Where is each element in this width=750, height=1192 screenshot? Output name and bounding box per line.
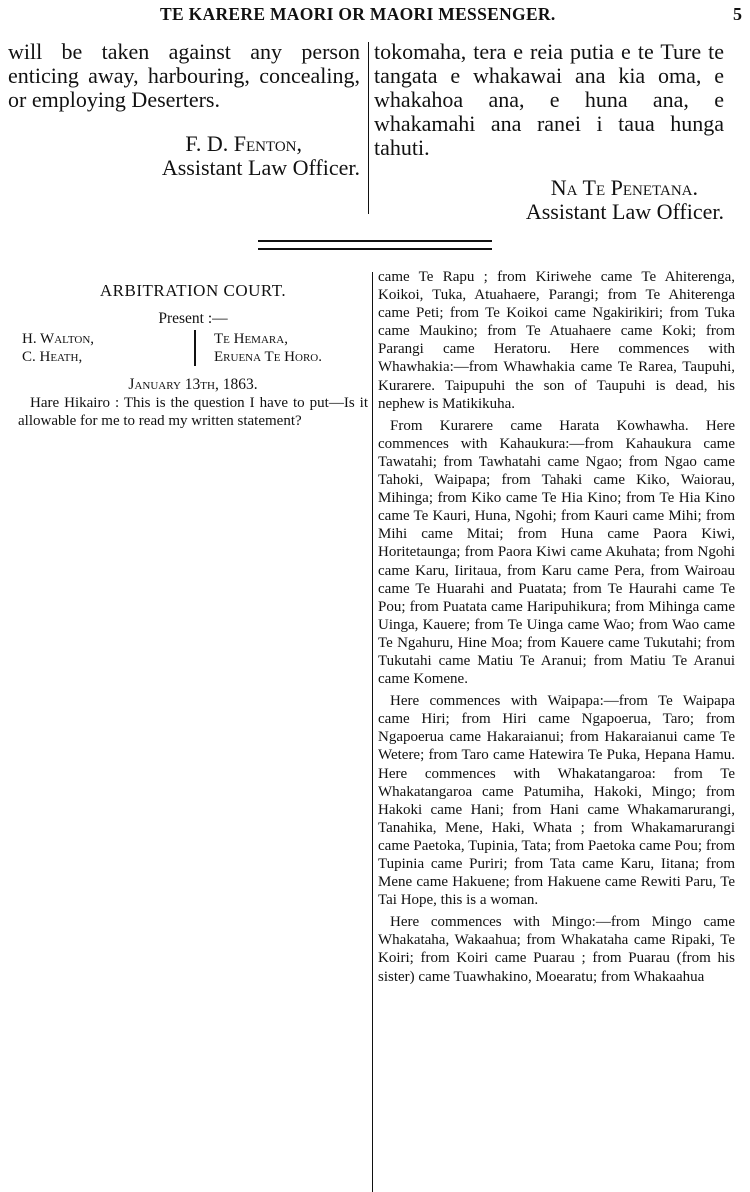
member-name: Te Hemara, (214, 331, 288, 348)
column-divider-bottom (372, 272, 373, 1192)
member-name: Eruena Te Horo. (214, 349, 322, 366)
paragraph: Here commences with Waipapa:—from Te Waipapa came Hiri; from Hiri came Ngapoerua, Taro; from Ngapoerua came Hakaraianui; from Hakaraianui came Te Wetere; from Taro came Hatewira Te Puka, Hepana Hamu. Here commences with Whakatangaroa: from Te Whakatangaroa came Patumiha, Hakoki, Mingo; from Hakoki came Hani; from Hani came Whakamarurangi, Tanahika, Mene, Haki, Whata ; from Whakamarurangi came Paetoka, Tupinia, Tata; from Paetoka came Pou; from Tupinia came Puriri; from Tata came Karu, Iitana; from Mene came Hakuene; from Hakuene came Rewiti Paru, Te Tai Hope, this is a woman. (378, 693, 735, 909)
present-members (18, 330, 368, 366)
running-header (0, 4, 750, 28)
notice-maori-office: Assistant Law Officer. (525, 199, 724, 224)
court-title: ARBITRATION COURT. (99, 281, 287, 300)
court-date: January 13th, 1863. (128, 376, 258, 394)
notice-english (8, 40, 360, 180)
right-column (378, 268, 735, 986)
page-number: 5 (733, 4, 742, 24)
newspaper-title: TE KARERE MAORI OR MAORI MESSENGER. (160, 4, 556, 24)
member-name: C. Heath, (22, 349, 83, 366)
notice-maori-signatory: Na Te Penetana. (550, 175, 698, 200)
column-divider-top (368, 42, 369, 214)
notice-english-text: will be taken against any person enticing away, harbouring, concealing, or employing Deserters. (8, 39, 360, 112)
members-divider (194, 330, 196, 366)
notice-english-signatory: F. D. Fenton, (185, 131, 302, 156)
notice-maori (374, 40, 724, 224)
notice-english-office: Assistant Law Officer. (161, 155, 360, 180)
member-name: H. Walton, (22, 331, 95, 348)
paragraph: Here commences with Mingo:—from Mingo came Whakataha, Wakaahua; from Whakataha came Ripaki, Te Koiri; from Koiri came Puarau ; from Puarau (from his sister) came Tuawhakino, Moearatu; from Whakaahua (378, 914, 735, 985)
paragraph: came Te Rapu ; from Kiriwehe came Te Ahiterenga, Koikoi, Tuka, Atuahaere, Parangi; from Te Ahiterenga came Peti; from Te Koikoi came Ngakirikiri; from Tuka came Maukino; from Te Atuahaere came Koki; from Parangi came Heratoru. Here commences with Whawhakia:—from Whawhakia came Te Rarea, Taupuhi, Kurarere. Taipupuhi the son of Taupuhi is dead, his nephew is Matikikuha. (378, 269, 735, 412)
present-label: Present :— (158, 310, 228, 328)
section-separator (258, 240, 492, 250)
paragraph: From Kurarere came Harata Kowhawha. Here commences with Kahaukura:—from Kahaukura came Tawatahi; from Tawhatahi came Ngao; from Ngao came Tahoki, Waipapa; from Tahaki came Kiko, Waiorau, Mihinga; from Kiko came Te Hia Kino; from Te Hia Kino came Te Kauri, Huna, Ngohi; from Kauri came Mihi; from Mihi came Mitai; from Huna came Paora Kiwi, Horitetaunga; from Paora Kiwi came Akuhata; from Ngohi came Karu, Iiritaua, from Karu came Pera, from Wairoau came Te Huarahi and Puatata; from Te Haurahi came Te Pou; from Puatata came Haripuhikura; from Mihinga came Uinga, Kauere; from Te Uinga came Wao; from Wao came Te Ngahuru, Hine Moa; from Kauere came Tukutahi; from Tukutahi came Matiu Te Aranui; from Matiu Te Aranui came Komene. (378, 417, 735, 688)
left-column (18, 282, 368, 430)
notice-maori-text: tokomaha, tera e reia putia e te Ture te tangata e whakawai ana kia oma, e whakahoa ana, e huna ana, e whakamahi ana ranei i taua hunga tahuti. (374, 39, 724, 160)
paragraph: Hare Hikairo : This is the question I have to put—Is it allowable for me to read my written statement? (18, 395, 368, 430)
